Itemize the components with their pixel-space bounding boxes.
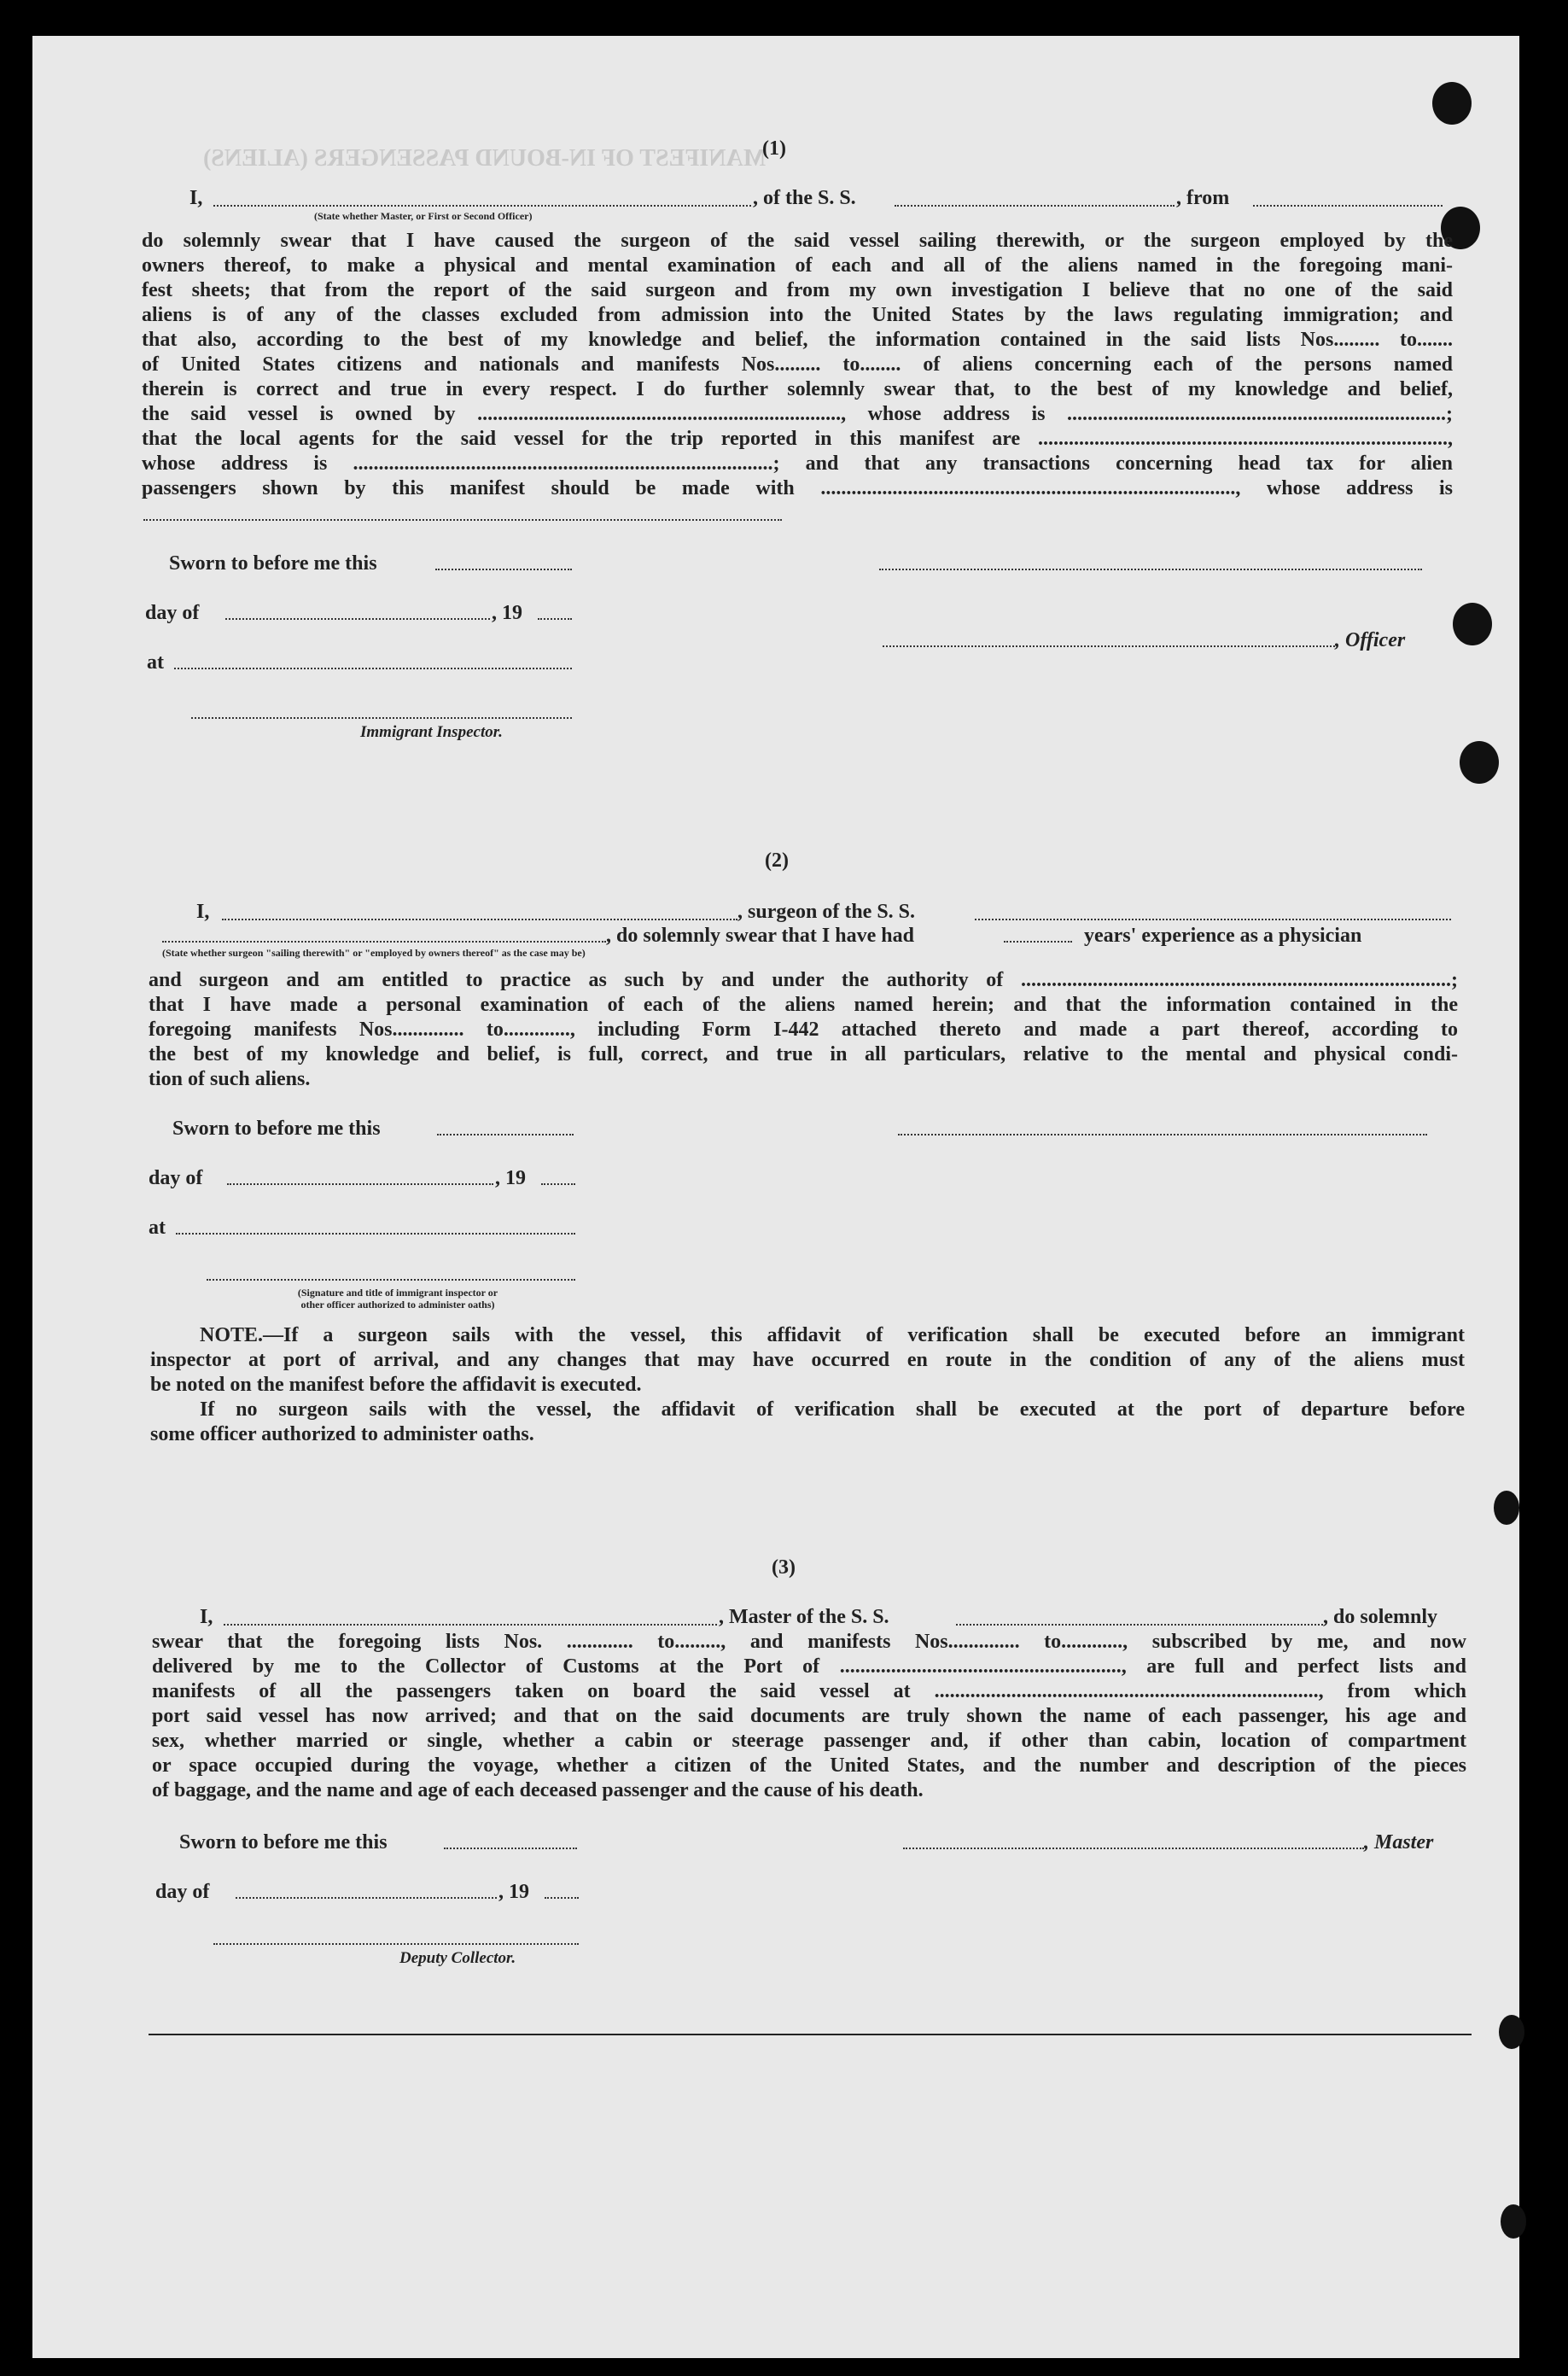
s2-status-field[interactable] [162, 941, 606, 943]
s1-inspector-label: Immigrant Inspector. [360, 723, 503, 741]
s2-sworn-label: Sworn to before me this [172, 1118, 381, 1140]
s1-line: whose address is ..................................................................................; and that any transactions concerning head tax for alien [142, 452, 1453, 475]
punch-hole-5 [1494, 1491, 1519, 1525]
s1-at-label: at [147, 651, 164, 674]
s3-day-label: day of [155, 1881, 210, 1903]
s1-name-field[interactable] [213, 205, 751, 207]
section-2-number: (2) [765, 849, 789, 872]
s2-line: and surgeon and am entitled to practice as such by and under the authority of ....................................................................................; [149, 969, 1458, 991]
s2-years-field[interactable] [1004, 941, 1072, 943]
s3-sworn-label: Sworn to before me this [179, 1831, 388, 1854]
s2-at-field[interactable] [176, 1233, 575, 1235]
punch-hole-1 [1432, 82, 1472, 125]
s2-signature-note-2: other officer authorized to administer oaths) [300, 1299, 495, 1311]
s2-note-line: be noted on the manifest before the affidavit is executed. [150, 1374, 642, 1396]
s3-sworn-field[interactable] [444, 1848, 577, 1849]
manifest-affidavit-page [32, 36, 1519, 2358]
s1-officer-label: , Officer [1335, 629, 1406, 651]
s2-signature-note-1: (Signature and title of immigrant inspector or [297, 1287, 498, 1299]
s1-inspector-signature[interactable] [191, 717, 572, 719]
punch-hole-3 [1453, 603, 1492, 645]
s1-i-label: I, [189, 187, 203, 209]
section-3-number: (3) [772, 1556, 796, 1579]
s1-at-field[interactable] [174, 668, 572, 669]
s2-name-field[interactable] [222, 919, 737, 920]
s3-solemnly-label: , do solemnly [1323, 1606, 1438, 1628]
punch-hole-6 [1499, 2015, 1524, 2049]
s3-vessel-field[interactable] [956, 1624, 1323, 1626]
s1-from-field[interactable] [1253, 205, 1443, 207]
s2-note-line: some officer authorized to administer oaths. [150, 1423, 534, 1445]
s3-master-label: , Master of the S. S. [719, 1606, 889, 1628]
s3-year-label: , 19 [498, 1881, 529, 1903]
s3-line: delivered by me to the Collector of Customs at the Port of ......................................................., are full and perfect lists and [152, 1655, 1466, 1678]
s1-sworn-label: Sworn to before me this [169, 552, 377, 575]
s3-collector-label: Deputy Collector. [399, 1949, 516, 1967]
s2-i-label: I, [196, 901, 210, 923]
s1-line: passengers shown by this manifest should be made with ................................................................................., whose address is [142, 477, 1453, 499]
s1-vessel-label: , of the S. S. [753, 187, 856, 209]
s1-line: owners thereof, to make a physical and mental examination of each and all of the aliens named in the foregoing mani- [142, 254, 1453, 277]
s3-line: or space occupied during the voyage, whether a citizen of the United States, and the number and description of the pieces [152, 1754, 1466, 1777]
s3-master-sig-label: , Master [1364, 1831, 1434, 1854]
s1-day-field[interactable] [225, 618, 490, 620]
s1-day-label: day of [145, 602, 200, 624]
s2-status-note: (State whether surgeon "sailing therewith" or "employed by owners thereof" as the case may be) [162, 947, 586, 959]
s2-note-line: If no surgeon sails with the vessel, the affidavit of verification shall be executed at the port of departure before [200, 1398, 1465, 1421]
s1-line: aliens is of any of the classes excluded from admission into the United States by the laws regulating immigration; and [142, 304, 1453, 326]
s2-day-field[interactable] [227, 1183, 493, 1185]
s1-year-label: , 19 [492, 602, 522, 624]
s3-line: port said vessel has now arrived; and that on the said documents are truly shown the name of each passenger, his age and [152, 1705, 1466, 1727]
s2-line: that I have made a personal examination of each of the aliens named herein; and that the information contained in the [149, 994, 1458, 1016]
s1-line: do solemnly swear that I have caused the surgeon of the said vessel sailing therewith, or the surgeon employed by the [142, 230, 1453, 252]
s3-i-label: I, [200, 1606, 213, 1628]
s1-year-field[interactable] [538, 618, 572, 620]
s3-name-field[interactable] [224, 1624, 717, 1626]
s2-note-line: NOTE.—If a surgeon sails with the vessel, this affidavit of verification shall be executed before an immigrant [200, 1324, 1465, 1346]
s2-line: foregoing manifests Nos.............. to............., including Form I-442 attached thereto and made a part thereof, according to [149, 1019, 1458, 1041]
s3-line: sex, whether married or single, whether a cabin or steerage passenger and, if other than cabin, location of compartment [152, 1730, 1466, 1752]
s2-swear-label: , do solemnly swear that I have had [606, 925, 914, 947]
s3-collector-signature[interactable] [213, 1943, 579, 1945]
s1-line: the said vessel is owned by ......................................................................., whose address is ..........................................................................; [142, 403, 1453, 425]
s2-day-label: day of [149, 1167, 203, 1189]
s3-line: of baggage, and the name and age of each deceased passenger and the cause of his death. [152, 1779, 924, 1801]
s1-sworn-field[interactable] [435, 569, 572, 570]
s1-line: fest sheets; that from the report of the said surgeon and from my own investigation I believe that no one of the said [142, 279, 1453, 301]
s2-sworn-field[interactable] [437, 1134, 574, 1135]
s2-line: tion of such aliens. [149, 1068, 311, 1090]
s1-line: therein is correct and true in every respect. I do further solemnly swear that, to the best of my knowledge and belief, [142, 378, 1453, 400]
s2-signature-top[interactable] [898, 1134, 1427, 1135]
punch-hole-7 [1501, 2204, 1526, 2239]
bottom-rule [149, 2034, 1472, 2035]
s1-line: that the local agents for the said vessel for the trip reported in this manifest are ................................................................................, [142, 428, 1453, 450]
s1-officer-field[interactable] [883, 645, 1335, 647]
s2-vessel-field[interactable] [975, 919, 1451, 920]
s3-year-field[interactable] [545, 1897, 579, 1899]
s1-title-note: (State whether Master, or First or Second Officer) [314, 210, 533, 222]
punch-hole-4 [1460, 741, 1499, 784]
s1-line: that also, according to the best of my knowledge and belief, the information contained in the said lists Nos......... to....... [142, 329, 1453, 351]
bleed-through-text: MANIFEST OF IN-BOUND PASSENGERS (ALIENS) [203, 145, 767, 172]
s2-year-field[interactable] [541, 1183, 575, 1185]
s1-address-field[interactable] [143, 519, 782, 521]
s2-year-label: , 19 [495, 1167, 526, 1189]
s2-signature-field[interactable] [207, 1279, 575, 1281]
s1-vessel-field[interactable] [895, 205, 1175, 207]
s2-experience-label: years' experience as a physician [1084, 925, 1362, 947]
s1-from-label: , from [1176, 187, 1230, 209]
s2-surgeon-label: , surgeon of the S. S. [737, 901, 916, 923]
s3-line: manifests of all the passengers taken on board the said vessel at ..........................................................................., from which [152, 1680, 1466, 1702]
s3-line: swear that the foregoing lists Nos. ............. to........., and manifests Nos.............. to............, subscribed by me, and now [152, 1631, 1466, 1653]
s2-at-label: at [149, 1217, 166, 1239]
section-1-number: (1) [762, 137, 786, 160]
s2-line: the best of my knowledge and belief, is full, correct, and true in all particulars, relative to the mental and physical condi- [149, 1043, 1458, 1065]
s3-day-field[interactable] [236, 1897, 497, 1899]
s2-note-line: inspector at port of arrival, and any changes that may have occurred en route in the condition of any of the aliens must [150, 1349, 1465, 1371]
s3-master-signature-field[interactable] [903, 1848, 1364, 1849]
s1-officer-signature-top[interactable] [879, 569, 1422, 570]
s1-line: of United States citizens and nationals and manifests Nos......... to........ of aliens concerning each of the persons named [142, 353, 1453, 376]
